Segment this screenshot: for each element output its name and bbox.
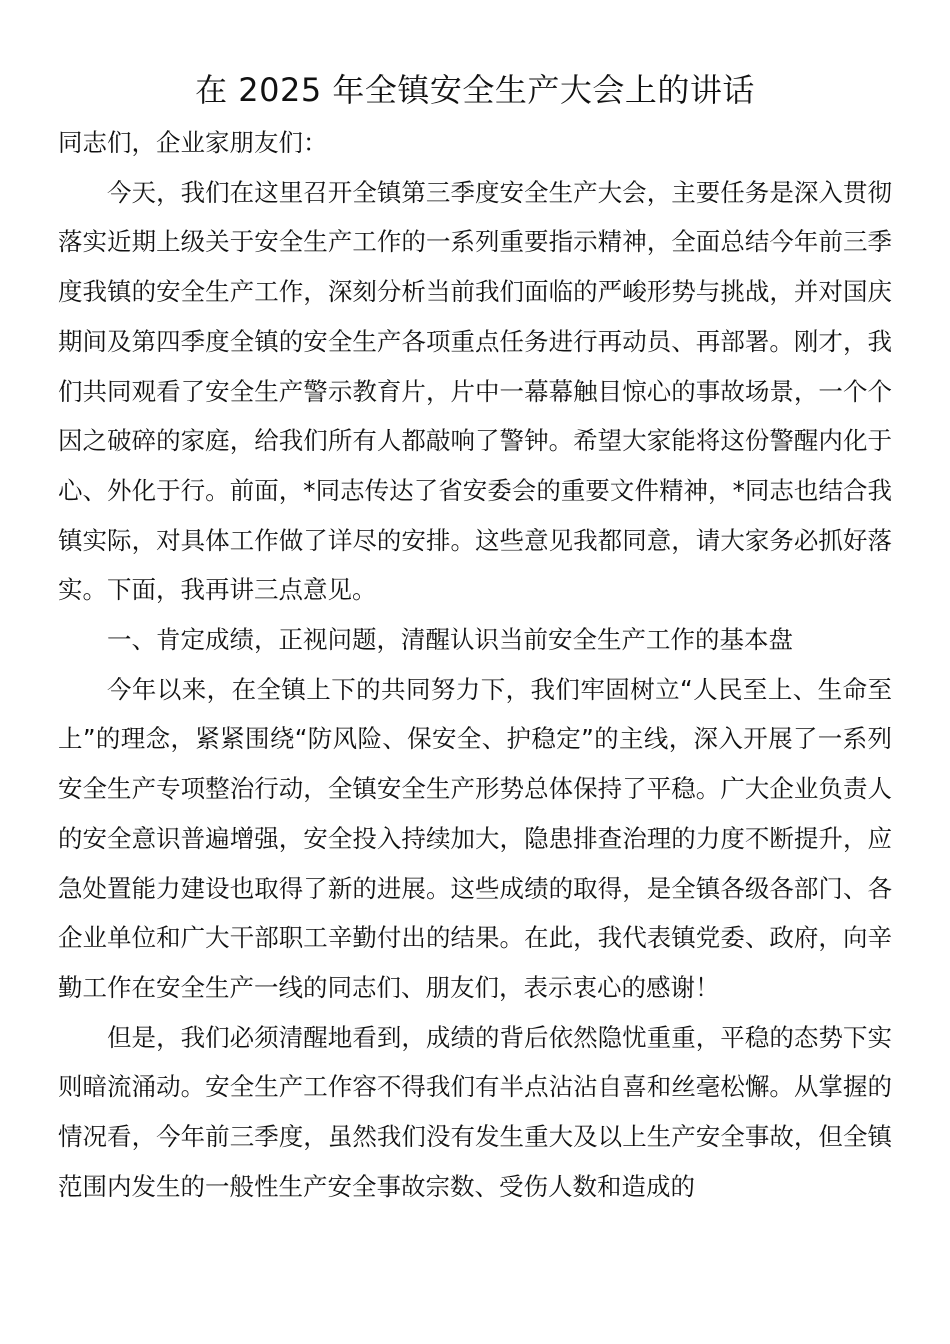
document-title: 在 2025 年全镇安全生产大会上的讲话: [195, 71, 755, 109]
paragraph-opening: 今天，我们在这里召开全镇第三季度安全生产大会，主要任务是深入贯彻落实近期上级关于安全生产工作的一系列重要指示精神，全面总结今年前三季度我镇的安全生产工作，深刻分析当前我们面临的严峻形势与挑战，并对国庆期间及第四季度全镇的安全生产各项重点任务进行再动员、再部署。刚才，我们共同观看了安全生产警示教育片，片中一幕幕触目惊心的事故场景，一个个因之破碎的家庭，给我们所有人都敲响了警钟。希望大家能将这份警醒内化于心、外化于行。前面，*同志传达了省安委会的重要文件精神，*同志也结合我镇实际，对具体工作做了详尽的安排。这些意见我都同意，请大家务必抓好落实。下面，我再讲三点意见。: [58, 177, 892, 605]
document-page: [58, 62, 892, 1211]
paragraph-problems: 但是，我们必须清醒地看到，成绩的背后依然隐忧重重，平稳的态势下实则暗流涌动。安全生产工作容不得我们有半点沾沾自喜和丝毫松懈。从掌握的情况看，今年前三季度，虽然我们没有发生重大及以上生产安全事故，但全镇范围内发生的一般性生产安全事故宗数、受伤人数和造成的: [58, 1022, 892, 1201]
paragraph-achievements: 今年以来，在全镇上下的共同努力下，我们牢固树立“人民至上、生命至上”的理念，紧紧围绕“防风险、保安全、护稳定”的主线，深入开展了一系列安全生产专项整治行动，全镇安全生产形势总体保持了平稳。广大企业负责人的安全意识普遍增强，安全投入持续加大，隐患排查治理的力度不断提升，应急处置能力建设也取得了新的进展。这些成绩的取得，是全镇各级各部门、各企业单位和广大干部职工辛勤付出的结果。在此，我代表镇党委、政府，向辛勤工作在安全生产一线的同志们、朋友们，表示衷心的感谢！: [58, 674, 892, 1002]
section-heading-1: 一、肯定成绩，正视问题，清醒认识当前安全生产工作的基本盘: [107, 625, 793, 655]
salutation: 同志们，企业家朋友们：: [58, 128, 328, 157]
